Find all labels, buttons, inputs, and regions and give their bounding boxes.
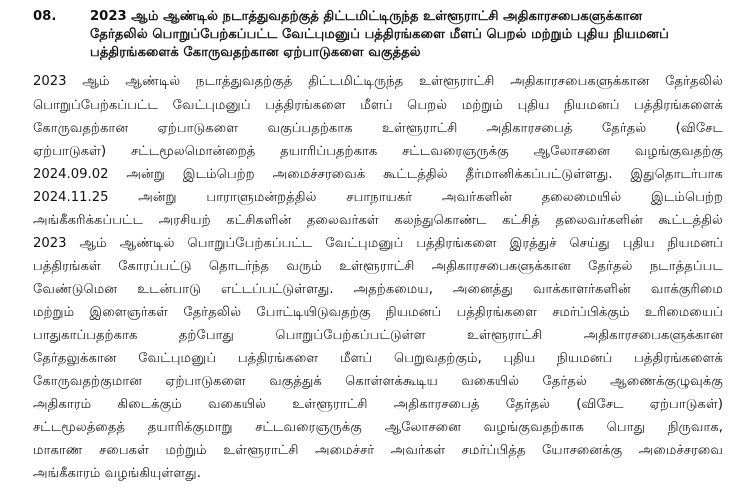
heading-line: தேர்தலில் பொறுப்பேற்கப்பட்ட வேட்புமனுப் பத்திரங்களை மீளப் பெறல் மற்றும் புதிய நியமனப்	[90, 27, 669, 42]
section-number: 08.	[33, 9, 57, 24]
paragraph-line: பொறுப்பேற்கப்பட்ட வேட்புமனுப் பத்திரங்களை மீளப் பெறல் மற்றும் புதிய நியமனப் பத்திரங்களைக்	[33, 98, 723, 113]
paragraph-line: மற்றும் இளைஞர்கள் தேர்தலில் போட்டியிடுவதற்கு நியமனப் பத்திரங்களை சமர்ப்பிக்கும் உரிமையைப்	[33, 305, 723, 320]
paragraph-line: ஏற்பாடுகள்) சட்டமூலமொன்றைத் தயாரிப்பதற்காக சட்டவரைஞருக்கு ஆலோசனை வழங்குவதற்கு	[33, 144, 723, 159]
paragraph-line: அங்கீகரிக்கப்பட்ட அரசியற் கட்சிகளின் தலைவர்கள் கலந்துகொண்ட கட்சித் தலைவர்களின் கூட்டத்தில்	[33, 213, 723, 228]
paragraph-line: 2024.11.25 அன்று பாராளுமன்றத்தில் சபாநாயகர் அவர்களின் தலைமையில் இடம்பெற்ற	[33, 190, 723, 205]
paragraph-line: பாதுகாப்பதற்காக தற்போது பொறுப்பேற்கப்பட்டுள்ள உள்ளூராட்சி அதிகாரசபைகளுக்கான	[33, 328, 723, 343]
heading-line: 2023 ஆம் ஆண்டில் நடாத்துவதற்குத் திட்டமிட்டிருந்த உள்ளூராட்சி அதிகாரசபைகளுக்கான	[90, 9, 643, 24]
paragraph-line: அங்கீகாரம் வழங்கியுள்ளது.	[33, 466, 201, 481]
paragraph-line: வேண்டுமென உடன்பாடு எட்டப்பட்டுள்ளது. அதற்கமைய, அனைத்து வாக்காளர்களின் வாக்குரிமை	[33, 282, 723, 297]
paragraph-line: பத்திரங்கள் கோரப்பட்டு தொடர்ந்த வரும் உள்ளூராட்சி அதிகாரசபைகளுக்கான தேர்தல் நடாத்தப்பட	[33, 259, 723, 274]
paragraph-line: 2023 ஆம் ஆண்டில் பொறுப்பேற்கப்பட்ட வேட்புமனுப் பத்திரங்களை இரத்துச் செய்து புதிய நியமனப்	[33, 236, 723, 251]
paragraph-line: அதிகாரம் கிடைக்கும் வகையில் உள்ளூராட்சி அதிகாரசபைத் தேர்தல் (விசேட ஏற்பாடுகள்)	[33, 397, 723, 412]
paragraph-line: கோருவதற்குமான ஏற்பாடுகளை வகுத்துக் கொள்ளக்கூடிய வகையில் தேர்தல் ஆணைக்குழுவுக்கு	[33, 374, 723, 389]
paragraph-line: தேர்தலுக்கான வேட்புமனுப் பத்திரங்களை மீளப் பெறுவதற்கும், புதிய நியமனப் பத்திரங்களைக்	[33, 351, 723, 366]
paragraph-line: சட்டமூலத்தைத் தயாரிக்குமாறு சட்டவரைஞருக்கு ஆலோசனை வழங்குவதற்காக பொது நிருவாக,	[33, 420, 723, 435]
heading-line: பத்திரங்களைக் கோருவதற்கான ஏற்பாடுகளை வகுத்தல்	[90, 45, 421, 60]
paragraph-line: 2023 ஆம் ஆண்டில் நடாத்துவதற்குத் திட்டமிட்டிருந்த உள்ளூராட்சி அதிகாரசபைகளுக்கான தேர்தலில்	[33, 74, 723, 89]
paragraph-line: மாகாண சபைகள் மற்றும் உள்ளூராட்சி அமைச்சர் அவர்கள் சமர்ப்பித்த யோசனைக்கு அமைச்சரவை	[33, 443, 723, 458]
paragraph-line: 2024.09.02 அன்று இடம்பெற்ற அமைச்சரவைக் கூட்டத்தில் தீர்மானிக்கப்பட்டுள்ளது. இதுதொடர்பாக	[33, 167, 723, 182]
paragraph-line: கோருவதற்கான ஏற்பாடுகளை வகுப்பதற்காக உள்ளூராட்சி அதிகாரசபைத் தேர்தல் (விசேட	[33, 121, 723, 136]
